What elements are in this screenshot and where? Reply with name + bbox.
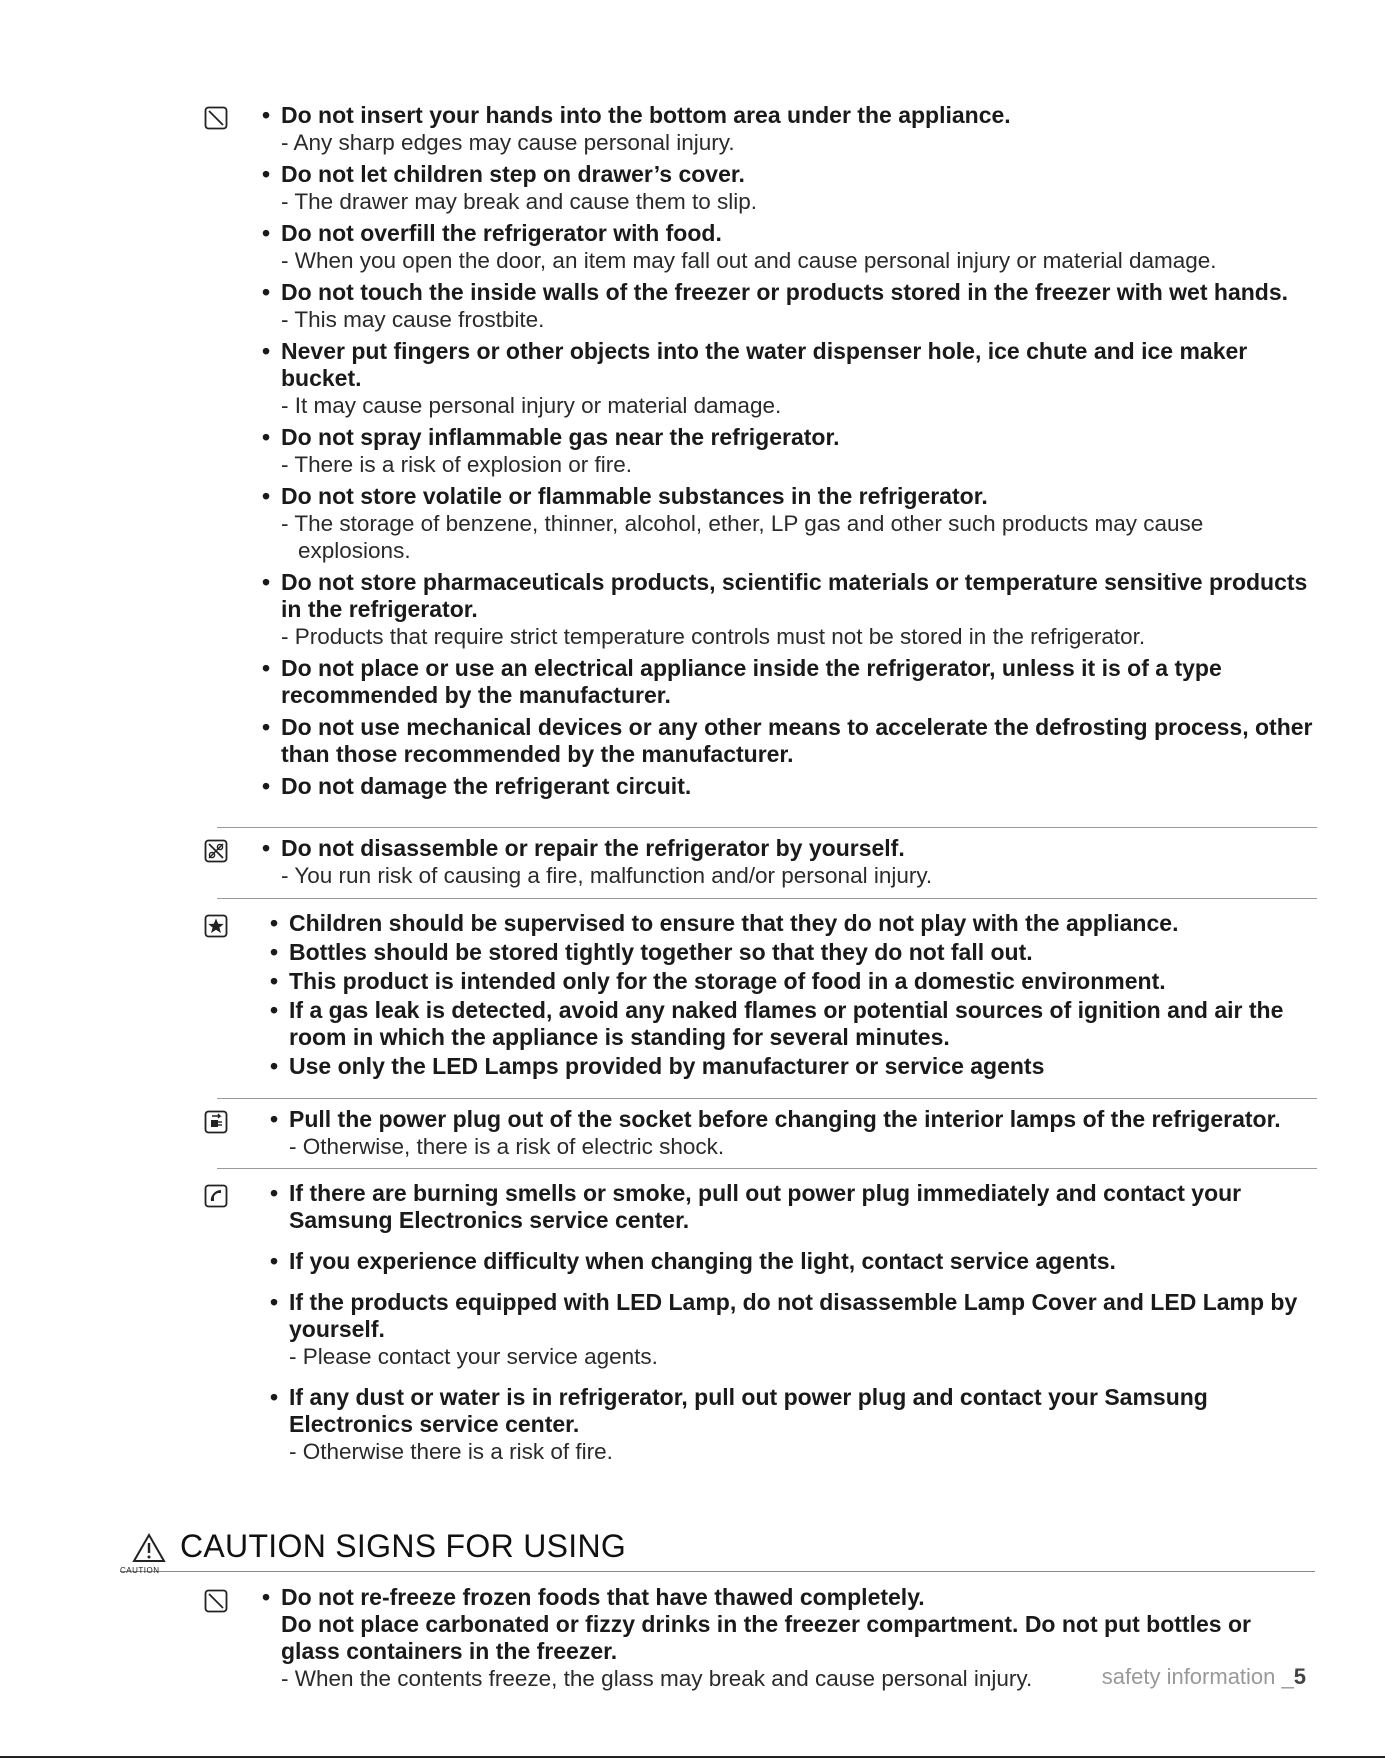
- list-item: [270, 997, 1315, 1051]
- item-text: • Do not store volatile or flammable substances in the refrigerator.: [262, 483, 1315, 510]
- separator: [217, 1098, 1317, 1099]
- list-item: [270, 1106, 1315, 1160]
- item-text: • Never put fingers or other objects into the water dispenser hole, ice chute and ice maker bucket.: [262, 338, 1315, 392]
- separator: [217, 827, 1317, 828]
- item-detail: - The storage of benzene, thinner, alcohol, ether, LP gas and other such products may cause explosions.: [281, 511, 1204, 563]
- bottom-rule: [0, 1756, 1385, 1758]
- item-detail: - Products that require strict temperature controls must not be stored in the refrigerator.: [281, 624, 1146, 649]
- list-item: [262, 655, 1315, 709]
- item-detail: - It may cause personal injury or material damage.: [281, 393, 782, 418]
- separator: [217, 1168, 1317, 1169]
- item-continuation: Do not place carbonated or fizzy drinks in the freezer compartment. Do not put bottles or glass containers in the freezer.: [281, 1611, 1251, 1664]
- item-text: • This product is intended only for the storage of food in a domestic environment.: [270, 968, 1315, 995]
- prohibition-icon: [204, 106, 228, 130]
- footer-section: safety information _: [1101, 1664, 1294, 1689]
- list-item: [262, 569, 1315, 650]
- item-text: • If you experience difficulty when changing the light, contact service agents.: [270, 1248, 1315, 1275]
- list-item: [270, 1248, 1315, 1275]
- item-text: • Do not damage the refrigerant circuit.: [262, 773, 1315, 800]
- list-item: [262, 714, 1315, 768]
- no-disassembly-icon: [204, 839, 228, 863]
- list-item: [262, 161, 1315, 215]
- item-list: [262, 835, 1315, 889]
- item-text: • Do not insert your hands into the bottom area under the appliance.: [262, 102, 1315, 129]
- item-list: [270, 1180, 1315, 1465]
- item-list: [270, 1106, 1315, 1160]
- caution-label: CAUTION: [120, 1566, 160, 1575]
- list-item: [262, 773, 1315, 800]
- item-text: • If any dust or water is in refrigerator, pull out power plug and contact your Samsung Electronics service center.: [270, 1384, 1315, 1438]
- list-item: [262, 835, 1315, 889]
- caution-heading: [120, 1525, 1315, 1575]
- item-detail: - There is a risk of explosion or fire.: [281, 452, 632, 477]
- item-text: • Do not touch the inside walls of the freezer or products stored in the freezer with wet hands.: [262, 279, 1315, 306]
- item-detail: - Otherwise, there is a risk of electric shock.: [289, 1134, 725, 1159]
- list-item: [262, 338, 1315, 419]
- item-text: • Children should be supervised to ensure that they do not play with the appliance.: [270, 910, 1315, 937]
- page-footer: [1102, 1664, 1306, 1690]
- contact-service-icon: [204, 1184, 228, 1208]
- item-text: • Do not let children step on drawer’s cover.: [262, 161, 1315, 188]
- item-detail: - Otherwise there is a risk of fire.: [289, 1439, 613, 1464]
- item-text: • Do not store pharmaceuticals products, scientific materials or temperature sensitive products in the refrigerator.: [262, 569, 1315, 623]
- section-title: CAUTION SIGNS FOR USING: [180, 1528, 627, 1564]
- list-item: [262, 483, 1315, 564]
- list-item: [270, 939, 1315, 966]
- separator: [217, 898, 1317, 899]
- item-text: • Do not use mechanical devices or any other means to accelerate the defrosting process, other than those recommended by the manufacturer.: [262, 714, 1315, 768]
- warning-triangle-icon: [132, 1533, 166, 1563]
- item-text: • Do not overfill the refrigerator with food.: [262, 220, 1315, 247]
- item-list: [270, 910, 1315, 1080]
- list-item: [270, 910, 1315, 937]
- item-text: • Do not place or use an electrical appliance inside the refrigerator, unless it is of a type recommended by the manufacturer.: [262, 655, 1315, 709]
- page-number: 5: [1293, 1664, 1306, 1689]
- item-detail: - This may cause frostbite.: [281, 307, 545, 332]
- item-detail: - The drawer may break and cause them to slip.: [281, 189, 758, 214]
- item-text: • If a gas leak is detected, avoid any naked flames or potential sources of ignition and air the room in which the appliance is standing for several minutes.: [270, 997, 1315, 1051]
- item-text: • If there are burning smells or smoke, pull out power plug immediately and contact your Samsung Electronics service center.: [270, 1180, 1315, 1234]
- item-detail: - Any sharp edges may cause personal injury.: [281, 130, 735, 155]
- list-item: [262, 424, 1315, 478]
- list-item: [270, 1384, 1315, 1465]
- item-text: • Pull the power plug out of the socket before changing the interior lamps of the refrigerator.: [270, 1106, 1315, 1133]
- list-item: [270, 1053, 1315, 1080]
- unplug-icon: [204, 1110, 228, 1134]
- item-text: • Use only the LED Lamps provided by manufacturer or service agents: [270, 1053, 1315, 1080]
- item-text: • If the products equipped with LED Lamp, do not disassemble Lamp Cover and LED Lamp by yourself.: [270, 1289, 1315, 1343]
- item-text: • Do not spray inflammable gas near the refrigerator.: [262, 424, 1315, 451]
- list-item: [262, 220, 1315, 274]
- item-detail: - When the contents freeze, the glass may break and cause personal injury.: [281, 1666, 1033, 1691]
- item-list: [262, 102, 1315, 800]
- item-detail: - You run risk of causing a fire, malfunction and/or personal injury.: [281, 863, 933, 888]
- list-item: [270, 968, 1315, 995]
- list-item: [262, 102, 1315, 156]
- item-text: • Do not re-freeze frozen foods that have thawed completely.: [262, 1584, 1315, 1611]
- item-text: • Do not disassemble or repair the refrigerator by yourself.: [262, 835, 1315, 862]
- list-item: [262, 279, 1315, 333]
- item-detail: - Please contact your service agents.: [289, 1344, 658, 1369]
- list-item: [270, 1180, 1315, 1234]
- list-item: [270, 1289, 1315, 1370]
- prohibition-icon: [204, 1589, 228, 1613]
- item-text: • Bottles should be stored tightly together so that they do not fall out.: [270, 939, 1315, 966]
- important-note-icon: [204, 914, 228, 938]
- item-detail: - When you open the door, an item may fall out and cause personal injury or material damage.: [281, 248, 1217, 273]
